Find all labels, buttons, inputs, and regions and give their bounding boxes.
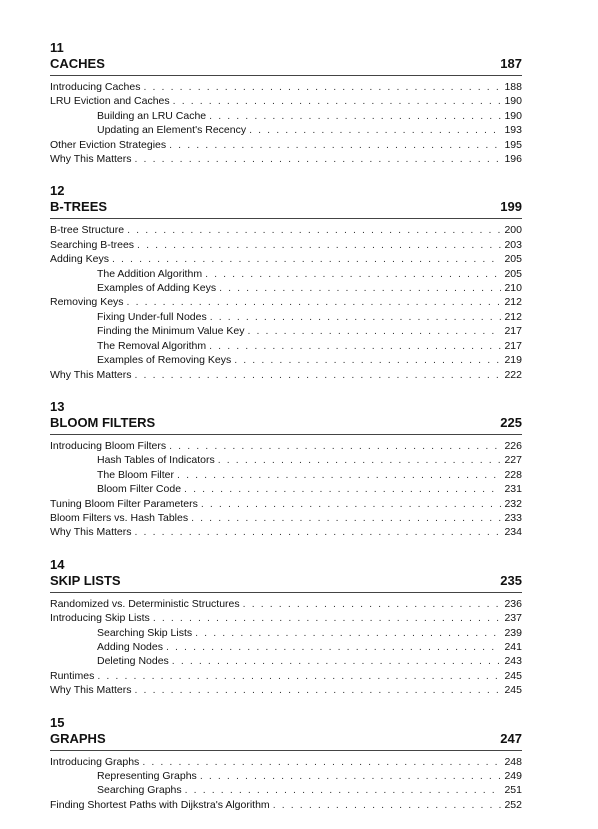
dot-leader [166,640,501,654]
entry-page: 195 [504,138,522,151]
entry-title: Introducing Caches [50,81,141,93]
toc-entry[interactable] [50,138,522,152]
entry-page: 234 [504,526,522,539]
entry-title: Why This Matters [50,153,132,166]
toc-subentry[interactable] [50,453,522,467]
toc-entry[interactable] [50,439,522,453]
entry-page: 232 [504,497,522,510]
dot-leader [243,597,501,611]
entry-title: Searching Skip Lists [97,626,193,639]
entry-title: Introducing Bloom Filters [50,439,167,452]
dot-leader [135,683,502,697]
dot-leader [218,453,501,467]
dot-leader [97,669,501,683]
chapter-page: 187 [500,56,522,71]
entry-page: 231 [504,483,522,496]
entry-title: Deleting Nodes [97,655,169,668]
toc-subentry[interactable] [50,310,522,324]
entry-page: 193 [504,124,522,137]
dot-leader [173,94,501,108]
entry-page: 205 [504,267,522,280]
dot-leader [137,238,501,252]
entry-title: Examples of Adding Keys [97,282,217,295]
toc-entry[interactable] [50,223,522,237]
toc-entry[interactable] [50,597,522,611]
entry-title: Introducing Graphs [50,755,140,768]
dot-leader [142,755,501,769]
toc-subentry[interactable] [50,468,522,482]
dot-leader [135,525,502,539]
dot-leader [112,252,501,266]
chapter-number: 12 [50,183,65,199]
entry-title: The Bloom Filter [97,468,175,481]
toc-subentry[interactable] [50,640,522,654]
entry-title: The Addition Algorithm [97,267,203,280]
entry-title: Searching Graphs [97,784,182,797]
chapter-title: SKIP LISTS [50,572,121,588]
chapter-number: 14 [50,556,65,572]
toc-subentry[interactable] [50,353,522,367]
entry-page: 217 [504,325,522,338]
chapter-heading [50,199,522,219]
dot-leader [135,368,502,382]
chapter-heading [50,56,522,76]
dot-leader [153,611,501,625]
entry-page: 196 [504,153,522,166]
entry-page: 251 [504,784,522,797]
entry-page: 205 [504,253,522,266]
chapter-section [50,715,522,813]
entry-page: 252 [504,798,522,811]
toc-entry[interactable] [50,798,522,812]
dot-leader [273,798,501,812]
dot-leader [205,267,501,281]
entry-title: Adding Keys [50,253,109,266]
entry-page: 222 [504,368,522,381]
entry-page: 226 [504,439,522,452]
entry-title: Bloom Filter Code [97,483,182,496]
chapter-number: 11 [50,40,64,55]
entry-title: Finding Shortest Paths with Dijkstra's Algorithm [50,798,270,811]
entry-page: 212 [504,310,522,323]
toc-entry[interactable] [50,368,522,382]
chapter-heading [50,731,522,751]
dot-leader [209,109,501,123]
entry-page: 245 [504,669,522,682]
toc-entry[interactable] [50,497,522,511]
chapter-heading [50,573,522,593]
chapter-page: 235 [500,572,522,588]
dot-leader [172,654,501,668]
dot-leader [195,626,501,640]
chapter-title: GRAPHS [50,730,106,746]
toc-subentry[interactable] [50,123,522,137]
chapter-page: 199 [500,199,522,215]
toc-entry[interactable] [50,238,522,252]
entry-page: 188 [504,81,522,93]
entry-page: 248 [504,755,522,768]
entry-page: 219 [504,354,522,367]
chapter-section [50,399,522,540]
toc-subentry[interactable] [50,324,522,338]
entry-page: 236 [504,597,522,610]
chapter-section [50,183,522,381]
dot-leader [127,295,501,309]
chapter-title: B-TREES [50,199,108,215]
toc-subentry[interactable] [50,109,522,123]
dot-leader [143,80,501,94]
entry-page: 190 [504,95,522,108]
dot-leader [185,783,501,797]
dot-leader [169,439,501,453]
entry-title: Building an LRU Cache [97,109,207,122]
entry-page: 203 [504,238,522,251]
entry-page: 200 [504,224,522,237]
entry-title: B-tree Structure [50,224,125,237]
dot-leader [234,353,501,367]
toc-subentry[interactable] [50,281,522,295]
chapter-number: 15 [50,714,65,730]
entry-page: 249 [504,770,522,782]
entry-title: Tuning Bloom Filter Parameters [50,497,198,510]
entry-title: Runtimes [50,669,95,682]
toc-subentry[interactable] [50,482,522,496]
entry-title: Why This Matters [50,526,132,539]
chapter-number: 13 [50,398,65,414]
dot-leader [177,468,501,482]
toc-entry[interactable] [50,611,522,625]
dot-leader [127,223,501,237]
entry-title: Representing Graphs [97,770,197,782]
entry-page: 237 [504,612,522,625]
dot-leader [191,511,501,525]
entry-page: 233 [504,511,522,524]
toc-subentry[interactable] [50,769,522,783]
toc-entry[interactable] [50,252,522,266]
toc-entry[interactable] [50,80,522,94]
chapter-title: CACHES [50,56,105,71]
toc-subentry[interactable] [50,267,522,281]
toc-entry[interactable] [50,511,522,525]
dot-leader [135,152,502,166]
toc-subentry[interactable] [50,783,522,797]
entry-page: 239 [504,626,522,639]
table-of-contents [50,40,522,829]
dot-leader [219,281,501,295]
entry-page: 212 [504,296,522,309]
toc-entry[interactable] [50,152,522,166]
chapter-page: 225 [500,414,522,430]
entry-title: Fixing Under-full Nodes [97,310,207,323]
chapter-section [50,557,522,698]
toc-subentry[interactable] [50,654,522,668]
entry-title: Why This Matters [50,684,132,697]
dot-leader [184,482,501,496]
entry-page: 245 [504,684,522,697]
entry-title: Updating an Element's Recency [97,124,247,137]
chapter-heading [50,415,522,435]
toc-entry[interactable] [50,755,522,769]
entry-title: Searching B-trees [50,238,135,251]
toc-entry[interactable] [50,295,522,309]
toc-subentry[interactable] [50,339,522,353]
toc-entry[interactable] [50,525,522,539]
entry-title: Why This Matters [50,368,132,381]
chapter-title: BLOOM FILTERS [50,414,156,430]
toc-subentry[interactable] [50,626,522,640]
chapter-section [50,40,522,166]
entry-page: 190 [504,109,522,122]
entry-page: 228 [504,468,522,481]
dot-leader [210,310,501,324]
toc-entry[interactable] [50,683,522,697]
entry-page: 217 [504,339,522,352]
entry-title: LRU Eviction and Caches [50,95,170,108]
entry-page: 227 [504,454,522,467]
entry-title: The Removal Algorithm [97,339,207,352]
entry-title: Other Eviction Strategies [50,138,167,151]
entry-page: 241 [504,640,522,653]
entry-title: Introducing Skip Lists [50,612,150,625]
entry-title: Examples of Removing Keys [97,354,232,367]
entry-title: Finding the Minimum Value Key [97,325,245,338]
entry-title: Bloom Filters vs. Hash Tables [50,511,189,524]
entry-title: Randomized vs. Deterministic Structures [50,597,240,610]
dot-leader [169,138,501,152]
entry-title: Adding Nodes [97,640,163,653]
dot-leader [200,769,501,783]
dot-leader [209,339,501,353]
dot-leader [247,324,501,338]
dot-leader [201,497,501,511]
entry-title: Removing Keys [50,296,124,309]
toc-entry[interactable] [50,94,522,108]
entry-page: 210 [504,282,522,295]
entry-page: 243 [504,655,522,668]
entry-title: Hash Tables of Indicators [97,454,215,467]
toc-entry[interactable] [50,669,522,683]
dot-leader [249,123,501,137]
chapter-page: 247 [500,730,522,746]
